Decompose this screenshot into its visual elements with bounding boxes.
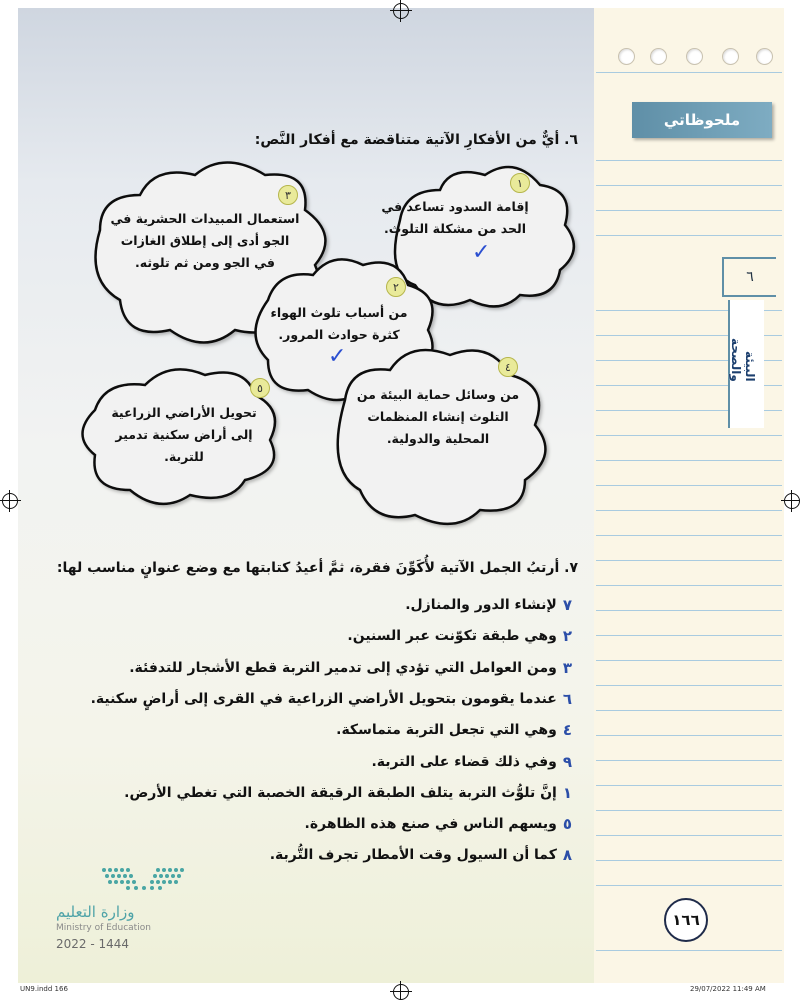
question-7-heading: ٧. أرتبُ الجمل الآتية لأُكَوِّنَ فقرة، ثمَّ أعيدُ كتابتها مع وضع عنوانٍ مناسب لها:	[56, 560, 578, 576]
sentence-text: وهي طبقة تكوّنت عبر السنين.	[347, 628, 557, 644]
sentence-number: ٨	[562, 846, 572, 864]
sentence-number: ١	[562, 784, 572, 802]
unit-name: البيئة والصحة	[729, 338, 757, 382]
sentence-item	[305, 815, 572, 833]
sentence-text: إنَّ تلوُّث التربة يتلف الطبقة الرقيقة الخصبة التي تغطي الأرض.	[124, 785, 557, 801]
cloud-1-number: ١	[510, 173, 530, 193]
sentence-number: ٥	[562, 815, 572, 833]
sentence-text: وهي التي تجعل التربة متماسكة.	[336, 722, 557, 738]
ministry-logo-icon	[98, 862, 190, 896]
sentence-item	[347, 627, 572, 645]
cloud-3-text: استعمال المبيدات الحشرية في الجو أدى إلى إطلاق الغازات في الجو ومن ثم تلوثه.	[110, 211, 300, 270]
sentence-item	[270, 846, 572, 864]
sentence-text: وفي ذلك قضاء على التربة.	[371, 754, 557, 770]
sentence-item	[371, 753, 572, 771]
cloud-2-checkmark-icon: ✓	[328, 344, 347, 369]
page-number: ١٦٦	[664, 898, 708, 942]
sentence-item	[405, 596, 572, 614]
print-slug-left: UN9.indd 166	[20, 985, 68, 993]
sentence-number: ٩	[562, 753, 572, 771]
sentence-item	[124, 784, 572, 802]
sentence-text: كما أن السيول وقت الأمطار تجرف التُّربة.	[269, 847, 557, 863]
sentence-text: ويسهم الناس في صنع هذه الظاهرة.	[304, 816, 557, 832]
sentence-item	[91, 690, 572, 708]
cloud-5-text: تحويل الأراضي الزراعية إلى أراض سكنية تدمير للتربة.	[111, 405, 257, 464]
unit-number: ٦	[722, 257, 776, 297]
cloud-1-text: إقامة السدود تساعد في الحد من مشكلة التلوث.	[381, 199, 529, 236]
cloud-4-text: من وسائل حماية البيئة من التلوث إنشاء المنظمات المحلية والدولية.	[356, 387, 520, 446]
cloud-5-number: ٥	[250, 378, 270, 398]
question-6-heading: ٦. أيٌّ من الأفكارِ الآتية متناقضة مع أفكار النَّص:	[254, 132, 578, 148]
sentence-number: ٧	[562, 596, 572, 614]
sentence-number: ٦	[562, 690, 572, 708]
cloud-1-checkmark-icon: ✓	[472, 240, 491, 265]
sentence-item	[129, 659, 572, 677]
cloud-3-number: ٣	[278, 185, 298, 205]
ministry-name-arabic: وزارة التعليم	[56, 903, 135, 921]
sentence-number: ٣	[562, 659, 572, 677]
cloud-2-text: من أسباب تلوث الهواء كثرة حوادث المرور.	[270, 305, 408, 342]
sentence-item	[336, 721, 572, 739]
ministry-name-english: Ministry of Education	[56, 923, 151, 933]
sentence-number: ٤	[562, 721, 572, 739]
sentence-text: ومن العوامل التي تؤدي إلى تدمير التربة قطع الأشجار للتدفئة.	[129, 660, 557, 676]
sentence-number: ٢	[562, 627, 572, 645]
cloud-2-number: ٢	[386, 277, 406, 297]
sentence-text: لإنشاء الدور والمنازل.	[405, 597, 557, 613]
ministry-year: 2022 - 1444	[56, 937, 130, 951]
notes-title: ملحوظاتي	[632, 102, 772, 138]
sentence-text: عندما يقومون بتحويل الأراضي الزراعية في القرى إلى أراضٍ سكنية.	[90, 691, 557, 707]
print-slug-right: 29/07/2022 11:49 AM	[690, 985, 766, 993]
cloud-4-number: ٤	[498, 357, 518, 377]
